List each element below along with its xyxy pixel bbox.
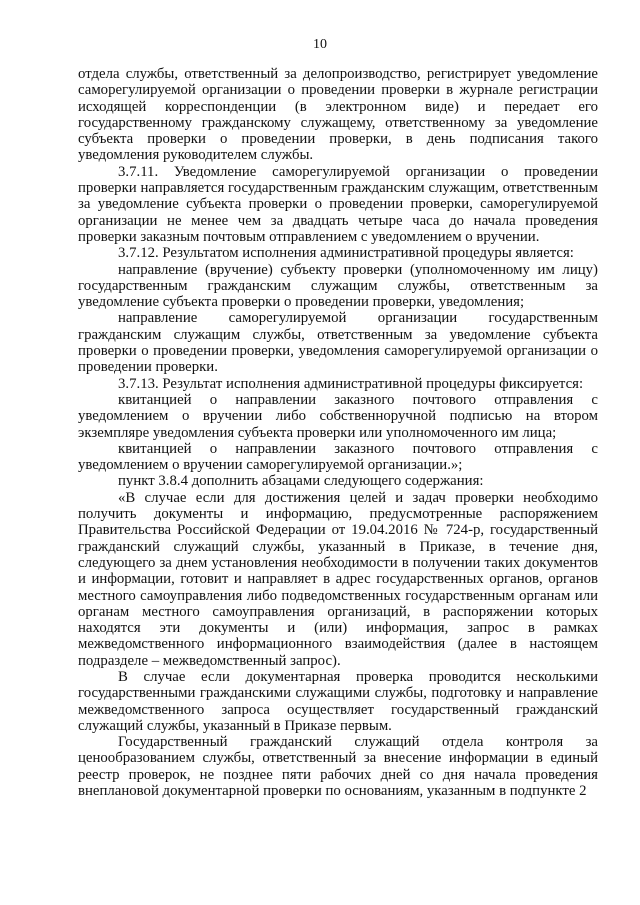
paragraph-interagency-request: «В случае если для достижения целей и задач проверки необходимо получить документы и информацию, предусмотренные распоряжением Правительства Российской Федерации от 19.04.2016 № 724-р, государственный гражданский служащий службы, указанный в Приказе, в течение дня, следующего за днем установления необходимости в получении таких документов и информации, готовит и направляет в адрес государственных органов, органов местного самоуправления либо подведомственных государственным органам или органам местного самоуправления организаций, в распоряжении которых находятся эти документы и (или) информация, запрос в рамках межведомственного информационного взаимодействия (далее в настоящем подразделе – межведомственный запрос). [78,489,598,669]
paragraph-3-7-13-item-2: квитанцией о направлении заказного почтового отправления с уведомлением о вручении саморегулируемой организации.»; [78,440,598,474]
paragraph-3-7-12: 3.7.12. Результатом исполнения административной процедуры является: [118,245,574,262]
paragraph-multiple-inspectors: В случае если документарная проверка проводится несколькими государственными гражданскими служащими службы, подготовку и направление межведомственного запроса осуществляет государственный гражданский служащий службы, указанный в Приказе первым. [78,668,598,734]
paragraph-3-7-11: 3.7.11. Уведомление саморегулируемой организации о проведении проверки направляется государственным гражданским служащим, ответственным за уведомление субъекта проверки о проведении проверки, саморегулируемой организации не менее чем за двадцать четыре часа до начала проведения проверки заказным почтовым отправлением с уведомлением о вручении. [78,163,598,245]
paragraph-point-3-8-4: пункт 3.8.4 дополнить абзацами следующего содержания: [118,473,484,490]
paragraph-3-7-13: 3.7.13. Результат исполнения административной процедуры фиксируется: [118,375,584,392]
paragraph-3-7-12-item-2: направление саморегулируемой организации государственным гражданским служащим службы, ответственным за уведомление субъекта проверки о проведении проверки, уведомления саморегулируемой организации о проведении проверки. [78,310,598,376]
page-number: 10 [313,37,327,52]
document-body [78,66,598,799]
paragraph-3-7-13-item-1: квитанцией о направлении заказного почтового отправления с уведомлением о вручении либо собственноручной подписью на втором экземпляре уведомления субъекта проверки или уполномоченного им лица; [78,391,598,441]
paragraph-3-7-12-item-1: направление (вручение) субъекту проверки (уполномоченному им лицу) государственным гражданским служащим службы, ответственным за уведомление субъекта проверки о проведении проверки, уведомления; [78,261,598,311]
paragraph-1: отдела службы, ответственный за делопроизводство, регистрирует уведомление саморегулируемой организации о проведении проверки в журнале регистрации исходящей корреспонденции (в электронном виде) и передает его государственному гражданскому служащему, ответственному за уведомление субъекта проверки о проведении проверки, в день подписания такого уведомления руководителем службы. [78,66,598,164]
paragraph-registry-entry: Государственный гражданский служащий отдела контроля за ценообразованием службы, ответственный за внесение информации в единый реестр проверок, не позднее пяти рабочих дней со дня начала проведения внеплановой документарной проверки по основаниям, указанным в подпункте 2 [78,734,598,800]
